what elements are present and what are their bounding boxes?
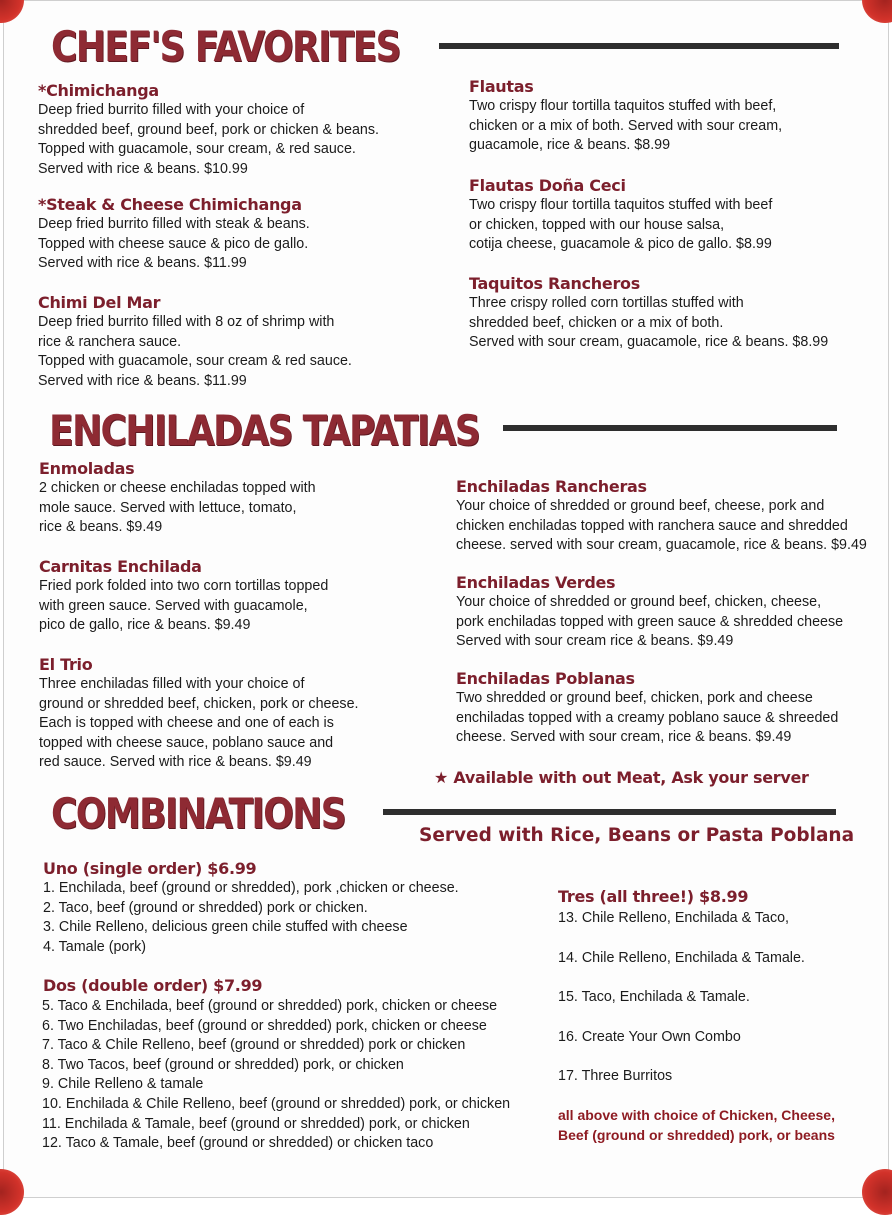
combo-footnote: all above with choice of Chicken, Cheese, (558, 1107, 835, 1123)
menu-item-description-line: pork enchiladas topped with green sauce & shredded cheese (456, 613, 844, 630)
menu-item-description-line: Each is topped with cheese and one of each is (39, 715, 334, 732)
menu-item-title: Taquitos Rancheros (469, 274, 640, 293)
red-corner-decoration (0, 0, 24, 23)
divider-rule (439, 43, 839, 49)
menu-item (456, 477, 867, 556)
menu-item (456, 669, 838, 748)
menu-item-description-line: Topped with guacamole, sour cream, & red sauce. (38, 141, 356, 158)
menu-item-description-line: Deep fried burrito filled with your choice of (38, 102, 305, 118)
menu-item (38, 293, 352, 391)
menu-item (38, 81, 379, 179)
combo-tres-title: Tres (all three!) $8.99 (558, 887, 749, 906)
combo-item: 12. Taco & Tamale, beef (ground or shredded) or chicken taco (42, 1135, 434, 1152)
combo-item: 5. Taco & Enchilada, beef (ground or shredded) pork, chicken or cheese (42, 998, 498, 1014)
menu-item-title: *Steak & Cheese Chimichanga (38, 195, 302, 214)
menu-item-description-line: Served with rice & beans. $11.99 (38, 372, 247, 389)
menu-item-description-line: rice & beans. $9.49 (39, 519, 163, 536)
red-corner-decoration (862, 0, 892, 23)
menu-item-description-line: 2 chicken or cheese enchiladas topped with (39, 480, 316, 496)
divider-rule (503, 425, 837, 431)
menu-item-description-line: Two crispy flour tortilla taquitos stuffed with beef, (469, 98, 777, 114)
menu-item (38, 195, 310, 274)
combo-item: 2. Taco, beef (ground or shredded) pork or chicken. (43, 899, 368, 916)
menu-item (469, 77, 782, 156)
menu-item-description-line: Your choice of shredded or ground beef, chicken, cheese, (456, 594, 822, 610)
menu-item-description-line: with green sauce. Served with guacamole, (39, 597, 308, 614)
menu-item-description-line: cotija cheese, guacamole & pico de gallo. $8.99 (469, 236, 772, 253)
menu-item-description-line: cheese. served with sour cream, guacamole, rice & beans. $9.49 (456, 537, 867, 554)
red-corner-decoration (862, 1169, 892, 1215)
menu-item-title: Flautas (469, 77, 534, 96)
menu-item-description-line: Served with sour cream, guacamole, rice & beans. $8.99 (469, 334, 829, 351)
menu-item-description-line: Topped with guacamole, sour cream & red sauce. (38, 353, 352, 370)
combo-item: 8. Two Tacos, beef (ground or shredded) pork, or chicken (42, 1056, 404, 1073)
combo-item: 7. Taco & Chile Relleno, beef (ground or shredded) pork or chicken (42, 1037, 466, 1054)
menu-item-title: Chimi Del Mar (38, 293, 161, 312)
menu-item-description-line: chicken enchiladas topped with ranchera sauce and shredded (456, 517, 848, 534)
combo-item: 1. Enchilada, beef (ground or shredded), pork ,chicken or cheese. (43, 880, 459, 896)
menu-item-description-line: Served with sour cream rice & beans. $9.49 (456, 633, 734, 650)
combo-footnote: Beef (ground or shredded) pork, or beans (558, 1127, 835, 1143)
menu-item-description-line: guacamole, rice & beans. $8.99 (469, 137, 671, 154)
combo-dos-title: Dos (double order) $7.99 (43, 976, 263, 995)
menu-item-description-line: Two shredded or ground beef, chicken, pork and cheese (456, 690, 813, 706)
menu-item-description-line: shredded beef, ground beef, pork or chicken & beans. (38, 121, 379, 138)
menu-item-title: Enmoladas (39, 459, 135, 478)
menu-item-description-line: Served with rice & beans. $11.99 (38, 255, 247, 272)
menu-item-description-line: Your choice of shredded or ground beef, cheese, pork and (456, 498, 825, 514)
menu-item (39, 459, 316, 538)
menu-item-title: Enchiladas Poblanas (456, 669, 635, 688)
menu-item-title: Enchiladas Rancheras (456, 477, 647, 496)
menu-item-description-line: ground or shredded beef, chicken, pork or cheese. (39, 695, 359, 712)
menu-item-description-line: Fried pork folded into two corn tortillas topped (39, 578, 329, 594)
menu-item (39, 655, 359, 773)
menu-item-description-line: red sauce. Served with rice & beans. $9.49 (39, 754, 312, 771)
menu-page (3, 0, 889, 1198)
menu-item-description-line: cheese. Served with sour cream, rice & beans. $9.49 (456, 729, 792, 746)
combo-item: 15. Taco, Enchilada & Tamale. (558, 989, 750, 1006)
menu-item-description-line: or chicken, topped with our house salsa, (469, 216, 725, 233)
menu-item-description-line: rice & ranchera sauce. (38, 333, 182, 350)
combo-item: 11. Enchilada & Tamale, beef (ground or shredded) pork, or chicken (42, 1115, 470, 1132)
combo-item: 10. Enchilada & Chile Relleno, beef (ground or shredded) pork, or chicken (42, 1096, 511, 1112)
combo-item: 4. Tamale (pork) (43, 938, 147, 955)
menu-item (469, 274, 828, 353)
menu-item-title: *Chimichanga (38, 81, 159, 100)
menu-item-description-line: topped with cheese sauce, poblano sauce and (39, 734, 334, 751)
combo-item: 16. Create Your Own Combo (558, 1028, 741, 1045)
section-title-enchiladas-tapatias: ENCHILADAS TAPATIAS (49, 406, 480, 455)
section-title-combinations: COMBINATIONS (51, 789, 345, 838)
menu-item-title: Carnitas Enchilada (39, 557, 202, 576)
menu-item (39, 557, 328, 636)
menu-item-description-line: chicken or a mix of both. Served with sour cream, (469, 117, 783, 134)
menu-item-description-line: Deep fried burrito filled with steak & beans. (38, 216, 310, 232)
menu-item-description-line: mole sauce. Served with lettuce, tomato, (39, 499, 297, 516)
menu-item-description-line: Two crispy flour tortilla taquitos stuffed with beef (469, 197, 773, 213)
menu-item-description-line: pico de gallo, rice & beans. $9.49 (39, 617, 251, 634)
menu-item-title: El Trio (39, 655, 93, 674)
menu-item-description-line: shredded beef, chicken or a mix of both. (469, 314, 724, 331)
menu-item (456, 573, 843, 652)
menu-item-title: Flautas Doña Ceci (469, 176, 626, 195)
combo-item: 14. Chile Relleno, Enchilada & Tamale. (558, 949, 805, 966)
menu-item (469, 176, 772, 255)
menu-item-description-line: Three crispy rolled corn tortillas stuffed with (469, 295, 744, 311)
red-corner-decoration (0, 1169, 24, 1215)
served-with-note: Served with Rice, Beans or Pasta Poblana (419, 825, 855, 846)
menu-item-description-line: Topped with cheese sauce & pico de gallo. (38, 235, 309, 252)
section-title-chefs-favorites: CHEF'S FAVORITES (51, 22, 400, 71)
menu-item-description-line: Deep fried burrito filled with 8 oz of shrimp with (38, 314, 335, 330)
combo-item: 3. Chile Relleno, delicious green chile stuffed with cheese (43, 919, 408, 936)
combo-uno-title: Uno (single order) $6.99 (43, 859, 257, 878)
menu-item-description-line: enchiladas topped with a creamy poblano sauce & shreeded (456, 709, 839, 726)
menu-item-description-line: Served with rice & beans. $10.99 (38, 160, 248, 177)
meatless-note: ★ Available with out Meat, Ask your server (434, 768, 809, 787)
menu-item-description-line: Three enchiladas filled with your choice of (39, 676, 305, 692)
menu-item-title: Enchiladas Verdes (456, 573, 616, 592)
combo-item: 9. Chile Relleno & tamale (42, 1076, 204, 1093)
combo-item: 17. Three Burritos (558, 1068, 673, 1085)
combo-item: 6. Two Enchiladas, beef (ground or shredded) pork, chicken or cheese (42, 1017, 487, 1034)
combo-item: 13. Chile Relleno, Enchilada & Taco, (558, 910, 790, 926)
divider-rule (383, 809, 836, 815)
